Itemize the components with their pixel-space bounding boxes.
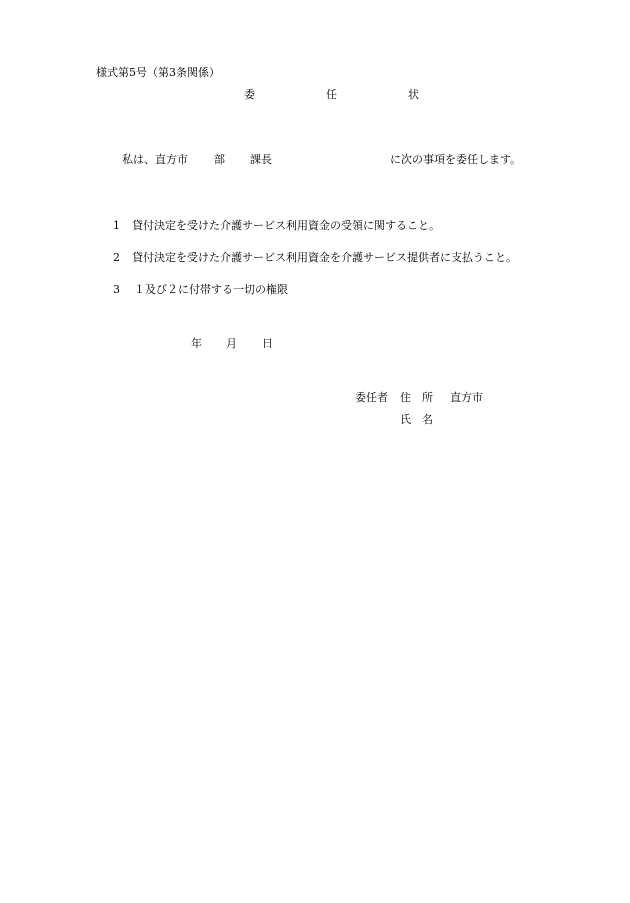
item-text: 貸付決定を受けた介護サービス利用資金の受領に関すること。 <box>132 219 440 232</box>
date-year: 年 <box>191 337 202 350</box>
delegation-suffix: に次の事項を委任します。 <box>390 153 522 166</box>
item-text: １及び２に付帯する一切の権限 <box>134 283 288 296</box>
title-char-3: 状 <box>408 88 419 101</box>
delegation-section-chief: 課長 <box>250 153 272 166</box>
date-month: 月 <box>226 337 237 350</box>
form-number: 様式第5号（第3条関係） <box>96 66 220 79</box>
title-char-2: 任 <box>326 88 337 101</box>
item-number: 3 <box>113 283 120 296</box>
address-value: 直方市 <box>450 391 483 404</box>
title-char-1: 委 <box>244 88 255 101</box>
delegation-prefix: 私は、直方市 <box>122 153 188 166</box>
delegator-label: 委任者 <box>355 391 388 404</box>
date-day: 日 <box>262 337 273 350</box>
item-text: 貸付決定を受けた介護サービス利用資金を介護サービス提供者に支払うこと。 <box>132 251 517 264</box>
address-label: 住 所 <box>400 391 433 404</box>
item-number: 1 <box>113 219 120 232</box>
item-number: 2 <box>113 251 120 264</box>
name-label: 氏 名 <box>400 413 433 426</box>
delegation-department: 部 <box>214 153 225 166</box>
